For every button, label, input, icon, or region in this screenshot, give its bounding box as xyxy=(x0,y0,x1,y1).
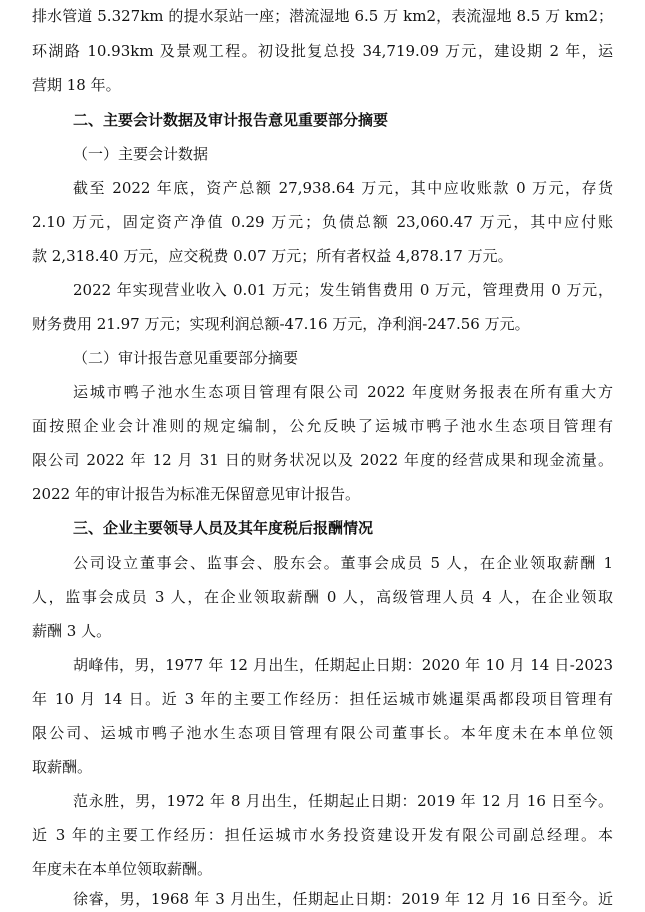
body-line: 财务费用 21.97 万元；实现利润总额-47.16 万元，净利润-247.56 万元。 xyxy=(32,315,530,333)
subsection-heading-1: （一）主要会计数据 xyxy=(73,145,209,163)
body-line: 人，监事会成员 3 人，在企业领取薪酬 0 人，高级管理人员 4 人，在企业领取 xyxy=(32,588,613,606)
body-line: 年 10 月 14 日。近 3 年的主要工作经历：担任运城市姚暹渠禹都段项目管理有 xyxy=(32,690,613,708)
body-line: 环湖路 10.93km 及景观工程。初设批复总投 34,719.09 万元，建设期 2 年，运 xyxy=(32,42,613,60)
body-line: 年度未在本单位领取薪酬。 xyxy=(32,860,213,878)
body-line: 2022 年实现营业收入 0.01 万元；发生销售费用 0 万元，管理费用 0 万元， xyxy=(73,281,613,299)
body-line: 取薪酬。 xyxy=(32,758,93,776)
body-line: 2.10 万元，固定资产净值 0.29 万元；负债总额 23,060.47 万元，其中应付账 xyxy=(32,213,613,231)
body-line: 近 3 年的主要工作经历：担任运城市水务投资建设开发有限公司副总经理。本 xyxy=(32,826,613,844)
body-line: 营期 18 年。 xyxy=(32,76,121,94)
section-heading-2: 二、主要会计数据及审计报告意见重要部分摘要 xyxy=(73,111,389,129)
body-line: 范永胜，男，1972 年 8 月出生，任期起止日期：2019 年 12 月 16 日至今。 xyxy=(73,792,613,810)
section-heading-3: 三、企业主要领导人员及其年度税后报酬情况 xyxy=(73,519,374,537)
body-line: 薪酬 3 人。 xyxy=(32,622,112,640)
body-line: 徐睿，男，1968 年 3 月出生，任期起止日期：2019 年 12 月 16 日至今。近 xyxy=(73,890,613,908)
body-line: 运城市鸭子池水生态项目管理有限公司 2022 年度财务报表在所有重大方 xyxy=(73,383,613,401)
body-line: 截至 2022 年底，资产总额 27,938.64 万元，其中应收账款 0 万元，存货 xyxy=(73,179,613,197)
body-line: 胡峰伟，男，1977 年 12 月出生，任期起止日期：2020 年 10 月 14 日-2023 xyxy=(73,656,613,674)
body-line: 限公司 2022 年 12 月 31 日的财务状况以及 2022 年度的经营成果和现金流量。 xyxy=(32,451,613,469)
body-line: 款 2,318.40 万元，应交税费 0.07 万元；所有者权益 4,878.17 万元。 xyxy=(32,247,513,265)
body-line: 排水管道 5.327km 的提水泵站一座；潜流湿地 6.5 万 km2，表流湿地 8.5 万 km2； xyxy=(32,7,613,25)
body-line: 公司设立董事会、监事会、股东会。董事会成员 5 人，在企业领取薪酬 1 xyxy=(73,554,613,572)
body-line: 限公司、运城市鸭子池水生态项目管理有限公司董事长。本年度未在本单位领 xyxy=(32,724,613,742)
body-line: 面按照企业会计准则的规定编制，公允反映了运城市鸭子池水生态项目管理有 xyxy=(32,417,613,435)
subsection-heading-2: （二）审计报告意见重要部分摘要 xyxy=(73,349,299,367)
body-line: 2022 年的审计报告为标准无保留意见审计报告。 xyxy=(32,485,360,503)
